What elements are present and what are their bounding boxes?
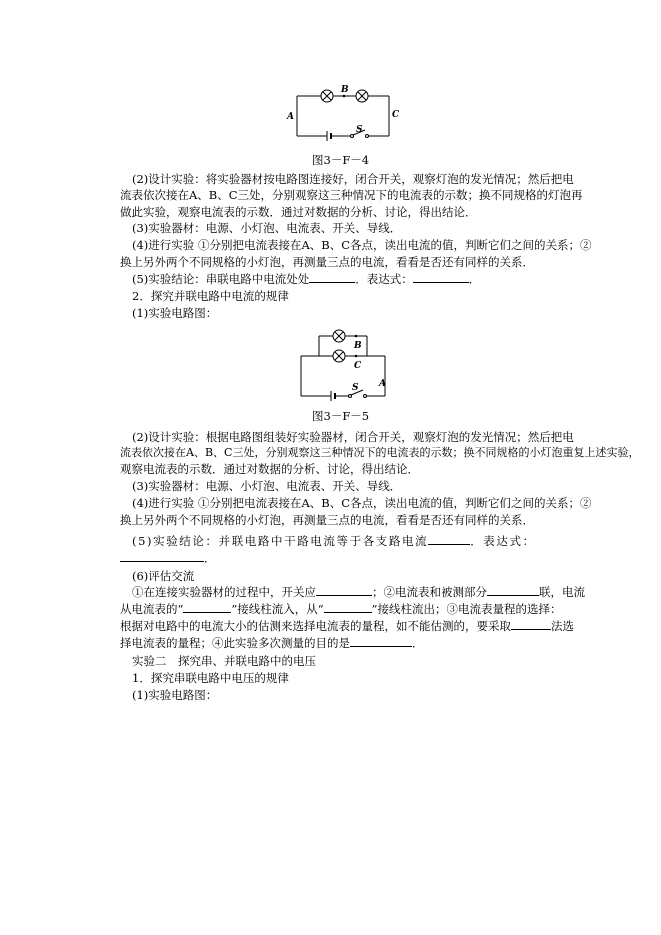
label-B-parallel: B xyxy=(354,341,362,351)
s2-diagram-label: (1)实验电路图： xyxy=(132,306,218,320)
experiment2-title: 实验二 探究串、并联电路中的电压 xyxy=(132,654,316,668)
s1-expression-label: ．表达式： xyxy=(355,272,413,286)
s1-conclusion-text: (5)实验结论：串联电路中电流处处 xyxy=(132,272,310,286)
s1-equipment: (3)实验器材：电源、小灯泡、电流表、开关、导线． xyxy=(132,221,402,235)
s1-procedure-1: (4)进行实验 ①分别把电流表接在A、B、C各点，读出电流的值，判断它们之间的关系；② xyxy=(132,238,592,252)
parallel-circuit-diagram xyxy=(293,326,393,406)
blank-terminal-out[interactable] xyxy=(324,602,372,613)
blank-series-expression[interactable] xyxy=(413,272,469,283)
experiment2-sub: 1．探究串联电路中电压的规律 xyxy=(132,671,289,685)
blank-terminal-in[interactable] xyxy=(183,602,231,613)
evaluation-title: (6)评估交流 xyxy=(132,569,195,583)
s2-title: 2．探究并联电路中电流的规律 xyxy=(132,289,289,303)
label-A: A xyxy=(287,112,294,122)
evaluation-line-4: 择电流表的量程；④此实验多次测量的目的是 ． xyxy=(120,636,424,650)
label-C: C xyxy=(392,110,400,120)
label-A-parallel: A xyxy=(379,379,386,389)
s2-procedure-2: 换上另外两个不同规格的小灯泡，再测量三点的电流，看看是否还有同样的关系． xyxy=(120,513,534,527)
label-S-parallel: S xyxy=(352,383,359,393)
s2-conclusion: (5)实验结论：并联电路中干路电流等于各支路电流 ．表达式： xyxy=(132,534,536,548)
blank-parallel-expression[interactable] xyxy=(120,551,204,562)
s2-procedure-1: (4)进行实验 ①分别把电流表接在A、B、C各点，读出电流的值，判断它们之间的关系；② xyxy=(132,496,592,510)
s1-design-3: 做此实验，观察电流表的示数．通过对数据的分析、讨论，得出结论． xyxy=(120,205,477,219)
label-B: B xyxy=(341,85,349,95)
experiment2-diagram-label: (1)实验电路图： xyxy=(132,688,218,702)
blank-connection-type[interactable] xyxy=(487,585,539,596)
s1-conclusion: (5)实验结论：串联电路中电流处处 ．表达式： ． xyxy=(132,272,481,286)
s2-design-2: 流表依次接在A、B、C三处，分别观察这三种情况下的电流表的示数；换不同规格的小灯泡重复上述实验， xyxy=(120,446,640,459)
s2-equipment: (3)实验器材：电源、小灯泡、电流表、开关、导线． xyxy=(132,479,402,493)
s2-design-1: (2)设计实验：根据电路图组装好实验器材，闭合开关，观察灯泡的发光情况；然后把电 xyxy=(132,430,574,444)
blank-switch-state[interactable] xyxy=(316,585,372,596)
blank-series-current[interactable] xyxy=(309,272,355,283)
evaluation-line-3: 根据对电路中的电流大小的估测来选择电流表的量程，如不能估测的，要采取 法选 xyxy=(120,619,574,633)
figure-caption-2: 图3－F－5 xyxy=(312,409,370,423)
s1-design-2: 流表依次接在A、B、C三处，分别观察这三种情况下的电流表的示数；换不同规格的灯泡再 xyxy=(120,188,583,202)
evaluation-line-1: ①在连接实验器材的过程中，开关应 ；②电流表和被测部分 联，电流 xyxy=(132,585,585,599)
s2-expression-line: ． xyxy=(120,551,216,565)
series-circuit-diagram xyxy=(285,84,405,154)
s1-design-1: (2)设计实验：将实验器材按电路图连接好，闭合开关，观察灯泡的发光情况；然后把电 xyxy=(132,172,574,186)
label-S: S xyxy=(356,125,363,135)
s1-procedure-2: 换上另外两个不同规格的小灯泡，再测量三点的电流，看看是否还有同样的关系． xyxy=(120,255,534,269)
s2-design-3: 观察电流表的示数．通过对数据的分析、讨论，得出结论． xyxy=(120,462,419,476)
label-C-parallel: C xyxy=(354,361,362,371)
figure-caption-1: 图3－F－4 xyxy=(312,153,370,167)
evaluation-line-2: 从电流表的“ ”接线柱流入，从“ ”接线柱流出；③电流表量程的选择： xyxy=(120,602,562,616)
blank-range-method[interactable] xyxy=(511,619,551,630)
blank-parallel-current[interactable] xyxy=(428,534,470,545)
blank-measure-purpose[interactable] xyxy=(350,636,412,647)
